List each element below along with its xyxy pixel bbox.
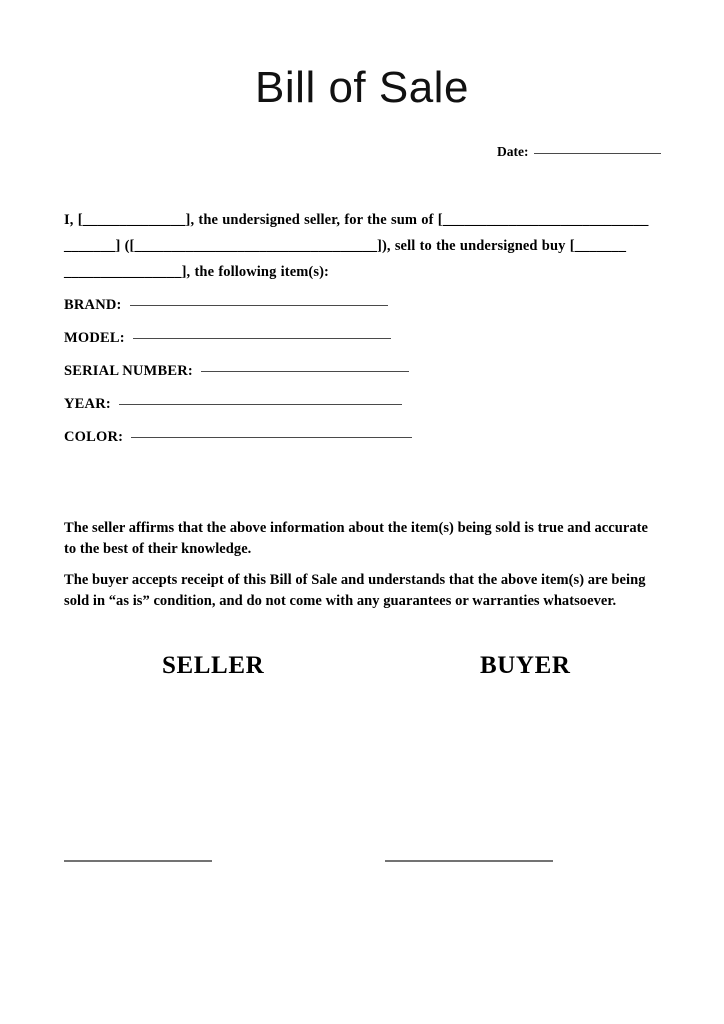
- field-row-color: [64, 429, 484, 462]
- seller-heading: SELLER: [162, 652, 265, 679]
- serial-number-input-rule[interactable]: [201, 371, 409, 372]
- field-row-year: [64, 396, 484, 429]
- field-row-serial-number: [64, 363, 484, 396]
- signature-headings: [0, 652, 724, 682]
- brand-label: BRAND:: [64, 297, 122, 313]
- buyer-affirmation-paragraph: The buyer accepts receipt of this Bill of Sale and understands that the above item(s) are being sold in “as is” condition, and do not come with any guarantees or warranties whatsoever.: [64, 572, 646, 609]
- seller-signature-rule[interactable]: [64, 860, 212, 862]
- field-row-brand: [64, 297, 484, 330]
- page-title: Bill of Sale: [255, 63, 469, 112]
- serial-number-label: SERIAL NUMBER:: [64, 363, 193, 379]
- field-row-model: [64, 330, 484, 363]
- signature-lines: [0, 860, 724, 874]
- intro-paragraph: [64, 207, 664, 285]
- date-label: Date:: [497, 144, 529, 159]
- date-input-rule[interactable]: [534, 153, 661, 154]
- year-input-rule[interactable]: [119, 404, 402, 405]
- intro-line-1: I, [______________], the undersigned seller, for the sum of [____________________________: [64, 212, 649, 228]
- buyer-signature-rule[interactable]: [385, 860, 553, 862]
- seller-affirmation-paragraph: The seller affirms that the above information about the item(s) being sold is true and accurate to the best of their knowledge.: [64, 520, 649, 557]
- model-label: MODEL:: [64, 330, 125, 346]
- color-label: COLOR:: [64, 429, 124, 445]
- item-fields-group: [64, 297, 484, 462]
- model-input-rule[interactable]: [133, 338, 391, 339]
- color-input-rule[interactable]: [131, 437, 412, 438]
- date-field-row: [497, 144, 661, 160]
- intro-line-2: _______] ([_________________________________]), sell to the undersigned buy [_______: [64, 238, 627, 254]
- intro-line-3: ________________], the following item(s):: [64, 264, 329, 280]
- year-label: YEAR:: [64, 396, 111, 412]
- buyer-heading: BUYER: [480, 652, 571, 679]
- brand-input-rule[interactable]: [130, 305, 388, 306]
